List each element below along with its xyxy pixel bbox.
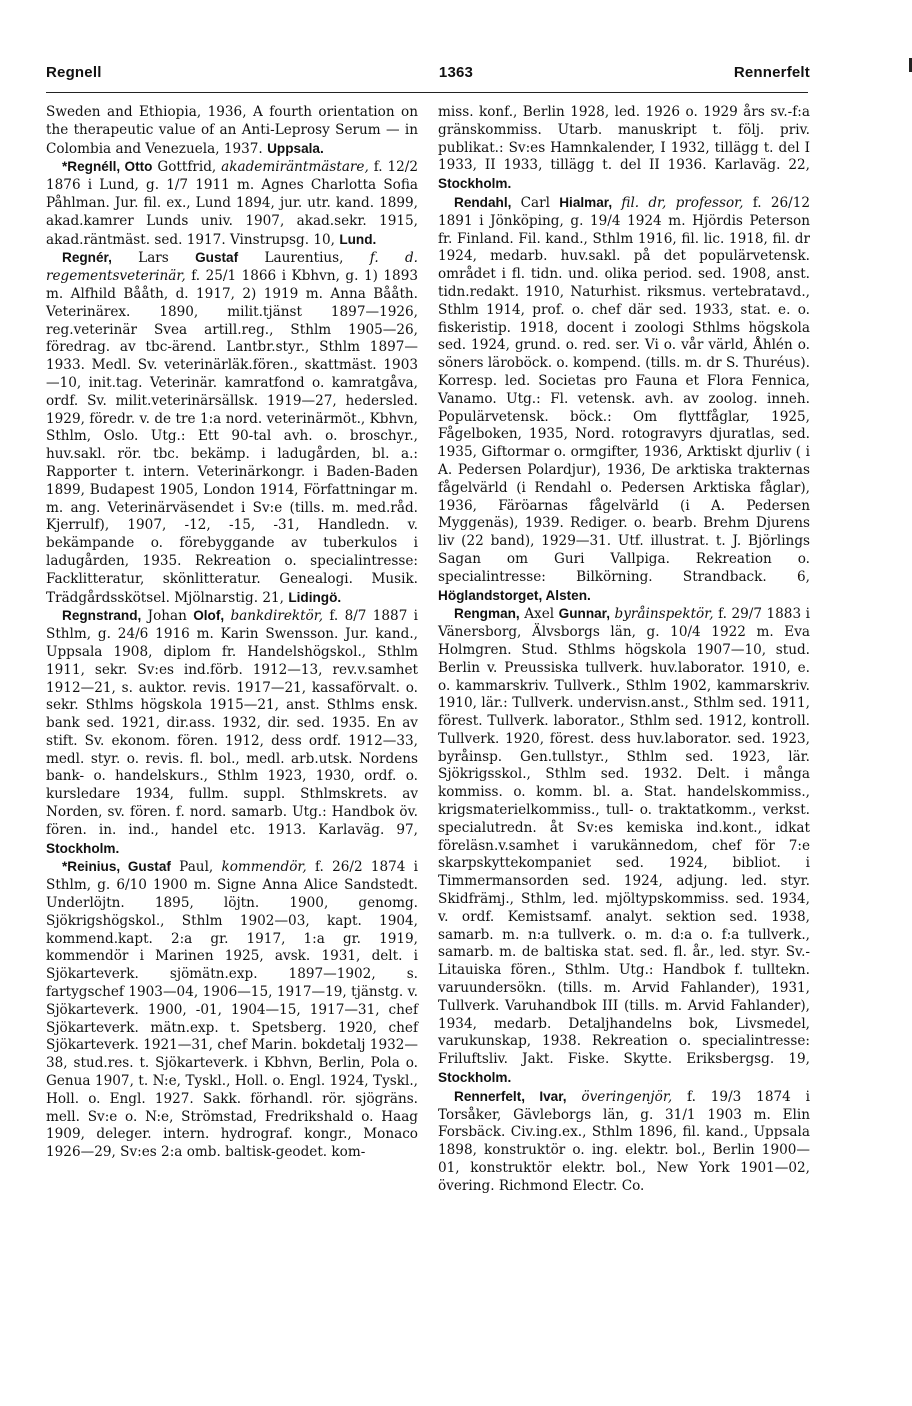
running-head-right: Rennerfelt [733, 64, 810, 81]
entry-title: byråinspektör, [614, 606, 714, 623]
entry-name: Regnstrand, [62, 608, 142, 624]
entry-title: f. d. regementsveterinär, [46, 250, 418, 285]
right-column [438, 104, 810, 1196]
entry-name: Rengman, [454, 606, 520, 622]
entry-city: Höglandstorget, Alsten. [438, 587, 591, 603]
entry-text: f. 19/3 1874 i Torsåker, Gävleborgs län, g. 31/1 1903 m. Elin Forsbäck. Civ.ing.ex., Sthlm 1896, fil. kand., Uppsala 1898, konstruktör o. ing. elektr. bol., Berlin 1900—01, konstruktör elektr. bol., New York 1901—02, övering. Richmond Electr. Co. [438, 1088, 810, 1194]
entry-title: bankdirektör, [230, 608, 324, 625]
entry-text: f. 12/2 1876 i Lund, g. 1/7 1911 m. Agnes Charlotta Sofia Påhlman. Jur. fil. ex., Lund 1894, jur. utr. kand. 1899, akad.kamrer Lunds univ. 1907, akad.sekr. 1915, akad.räntmäst. sed. 1917. Vinstrupsg. 10, [46, 159, 418, 248]
entry-regner-lars [46, 249, 418, 607]
entry-text: Sweden and Ethiopia, 1936, A fourth orientation on the therapeutic value of an Anti-Leprosy Serum — in Colombia and Venezuela, 1937. [46, 104, 418, 157]
entry-callname: Gunnar, [558, 606, 611, 622]
entry-given: Gottfrid, [157, 159, 217, 176]
entry-text: f. 8/7 1887 i Sthlm, g. 24/6 1916 m. Karin Swensson. Jur. kand., Uppsala 1908, diplom fr. Handelshögskol., Sthlm 1911, sekr. Sv:es ind.förb. 1912—13, rev.v.samhet 1912—21, s. auktor. revis. 1917—21, kassaförvalt. o. sekr. Sthlms högskola 1915—21, anst. Sthlms ensk. bank sed. 1921, dir.ass. 1932, dir. sed. 1935. En av stift. Sv. ekonom. fören. 1912, dess ordf. 1912—33, medl. styr. o. revis. fl. bol., medl. arb.utsk. Nordens bank- o. handelskurs., Sthlm 1923, 1930, ordf. o. kursledare 1934, fullm. suppl. Sthlmskrets. av Norden, sv. fören. f. nord. samarb. Utg.: Handbok öv. fören. in. ind., handel etc. 1913. Karlaväg. 97, [46, 608, 418, 838]
entry-title: akademiräntmästare, [221, 159, 369, 176]
entry-reinius-gustaf [46, 858, 418, 1162]
entry-city: Lidingö. [288, 589, 342, 605]
entry-city: Stockholm. [438, 1070, 512, 1086]
entry-callname: Olof, [193, 608, 225, 624]
entry-given: Paul, [179, 859, 214, 876]
entry-name: Regnér, [62, 250, 112, 266]
entry-callname: Gustaf [195, 250, 239, 266]
entry-rendahl-carl [438, 194, 810, 605]
entry-city: Uppsala. [267, 140, 324, 156]
left-column [46, 104, 418, 1162]
header-rule [46, 92, 808, 93]
entry-rennerfelt-ivar [438, 1088, 810, 1196]
entry-title: kommendör, [221, 859, 307, 876]
entry-name: Rendahl, [454, 194, 512, 210]
entry-given: Axel [524, 606, 555, 623]
entry-text: f. 26/12 1891 i Jönköping, g. 19/4 1924 m. Hjördis Peterson fr. Finland. Fil. kand., Sthlm 1916, fil. lic. 1918, fil. dr 1924, medarb. huv.sakl. på det populärvetensk. området i fl. tidn. und. olika period. sed. 1908, anst. tidn.redakt. 1910, Naturhist. riksmus. vertebratavd., Sthlm 1914, prof. o. chef där sed. 1933, stat. e. o. fiskeristip. 1918, docent i zoologi Sthlms högskola sed. 1924, grund. o. red. ser. Vi o. vår värld, Åhlén o. söners läroböck. o. kompend. (tills. m. dr S. Thuréus). Korresp. led. Societas pro Fauna et Flora Fennica, Vanamo. Utg.: Fl. vetensk. avh. av zoolog. inneh. Populärvetensk. böck.: Om flyttfåglar, 1925, Fågelboken, 1935, Nord. rotogravyrs djuratlas, sed. 1935, Giftormar o. ormgifter, 1936, Arktiskt djurliv ( i A. Pedersen Polardjur), 1936, De arktiska trakternas fågelvärld (i Rendahl o. Pedersen Arktiska fåglar), 1936, Färöarnas fågelvärld (i A. Pedersen Myggenäs), 1939. Rediger. o. bearb. Brehm Djurens liv (22 band), 1929—31. Utf. illustrat. t. J. Björlings Sagan om Guri Vallpiga. Rekreation o. specialintresse: Bilkörning. Strandback. 6, [438, 194, 811, 585]
entry-name: Rennerfelt, Ivar, [454, 1088, 567, 1104]
entry-regnstrand-johan [46, 607, 418, 858]
entry-text: f. 25/1 1866 i Kbhvn, g. 1) 1893 m. Alfhild Bååth, d. 1917, 2) 1919 m. Anna Bååth. Veterinärex. 1890, milit.tjänst 1897—1926, reg.veterinär Svea artill.reg., Sthlm 1905—26, föredrag. av tbc-ärend. Lantbr.styr., Sthlm 1897—1933. Medl. Sv. veterinärläk.fören., skattmäst. 1903—10, init.tag. Veterinär. kamratfond o. kamratgåva, ordf. Sv. milit.veterinärsällsk. 1919—27, hedersled. 1929, föredr. v. de tre 1:a nord. veterinärmöt., Kbhvn, Sthlm, Oslo. Utg.: Ett 90-tal avh. o. broschyr., huv.sakl. rör. tbc. bekämp. i ladugården, bl. a.: Rapporter t. intern. Veterinärkongr. i Baden-Baden 1899, Budapest 1905, London 1914, Författningar m. m. ang. Veterinärväsendet i Sv:e (tills. m. med.råd. Kjerrulf), 1907, -12, -15, -31, Handledn. v. bekämpande o. förebyggande av tuberkulos i ladugården, 1935. Rekreation o. specialintresse: Facklitteratur, skönlitteratur. Genealogi. Musik. Trädgårdsskötsel. Mjölnarstig. 21, [46, 268, 418, 606]
entry-continuation [46, 104, 418, 158]
entry-regnell-otto [46, 158, 418, 249]
entry-city: Lund. [339, 231, 377, 247]
entry-city: Stockholm. [46, 840, 120, 856]
entry-given: Carl [520, 194, 550, 211]
running-head-left: Regnell [46, 64, 102, 81]
entry-title: överingenjör, [581, 1088, 673, 1105]
entry-name: *Regnéll, Otto [62, 159, 153, 175]
entry-callname: Hialmar, [559, 194, 613, 210]
entry-continuation [438, 104, 810, 194]
entry-text: f. 26/2 1874 i Sthlm, g. 6/10 1900 m. Signe Anna Alice Sandstedt. Underlöjtn. 1895, löjtn. 1900, genomg. Sjökrigshögskol., Sthlm 1902—03, kapt. 1904, kommend.kapt. 2:a gr. 1917, 1:a gr. 1919, kommendör i Marinen 1925, avsk. 1931, delt. i Sjökarteverk. sjömätn.exp. 1897—1902, s. fartygschef 1903—04, 1906—15, 1917—19, tjänstg. v. Sjökarteverk. 1900, -01, 1904—15, 1917—31, chef Sjökarteverk. mätn.exp. t. Spetsberg. 1920, chef Sjökarteverk. 1921—31, chef Marin. bokdetalj 1932—38, stud.res. t. Sjökarteverk. i Kbhvn, Berlin, Pola o. Genua 1907, t. N:e, Tyskl., Holl. o. Engl. 1924, Tyskl., Holl. o. Engl. 1927. Sakk. förhandl. rör. sjögräns. mell. Sv:e o. N:e, Strömstad, Fredrikshald o. Haag 1909, deleger. intern. hydrograf. kongr., Monaco 1926—29, Sv:es 2:a omb. baltisk-geodet. kom- [46, 859, 419, 1161]
entry-given: Johan [147, 608, 187, 625]
entry-text: miss. konf., Berlin 1928, led. 1926 o. 1929 års sv.-f:a gränskommiss. Utarb. manuskript t. följ. priv. publikat.: Sv:es Hamnkalender, I 1932, tillägg t. del I 1933, II 1933, tillägg t. del II 1936. Karlaväg. 22, [438, 104, 810, 174]
entry-name: *Reinius, Gustaf [62, 859, 171, 875]
entry-given: Laurentius, [264, 250, 344, 267]
entry-title: fil. dr, professor, [621, 194, 744, 211]
entry-given: Lars [138, 250, 169, 267]
entry-rengman-axel [438, 605, 810, 1088]
entry-text: f. 29/7 1883 i Vänersborg, Älvsborgs län, g. 10/4 1922 m. Eva Holmgren. Stud. Sthlms högskola 1907—10, stud. Berlin v. Preussiska tullverk. huv.laborator. 1910, e. o. kammarskriv. Tullverk., Sthlm 1902, kammarskriv. 1910, lär.: Tullverk. undervisn.anst., Sthlm sed. 1911, förest. Tullverk. laborator., Sthlm sed. 1912, kontroll. Tullverk. 1920, förest. dess huv.laborator. sed. 1923, byråinsp. Gen.tullstyr., Sthlm sed. 1923, lär. Sjökrigsskol., Sthlm sed. 1932. Delt. i många kommiss. o. komm. bl. a. Stat. handelskommiss., krigsmaterielkommiss., tull- o. traktatkomm., verkst. specialutredn. åt Sv:es kemiska ind.kont., idkat föreläsn.v.samhet i varukännedom, chef för 7:e skarpskyttekompaniet sed. 1924, bibliot. i Timmermansorden sed. 1924, adjung. led. styr. Skidfrämj., Sthlm, led. mjöltypskommiss. sed. 1934, v. ordf. Kemistsamf. analyt. sektion sed. 1938, samarb. m. n:a tullverk. o. m. d:a o. f:a tullverk., samarb. m. de baltiska stat. sed. fl. år., led. styr. Sv.-Litauiska fören., Sthlm. Utg.: Handbok f. tulltekn. varuundersökn. (tills. m. Arvid Fahlander), 1931, Tullverk. Varuhandbok III (tills. m. Arvid Fahlander), 1934, medarb. Detaljhandelns bok, Livsmedel, varukunskap, 1938. Rekreation o. specialintresse: Friluftsliv. Jakt. Fiske. Skytte. Eriksbergsg. 19, [438, 606, 810, 1068]
entry-city: Stockholm. [438, 176, 512, 192]
page-number: 1363 [438, 64, 474, 81]
